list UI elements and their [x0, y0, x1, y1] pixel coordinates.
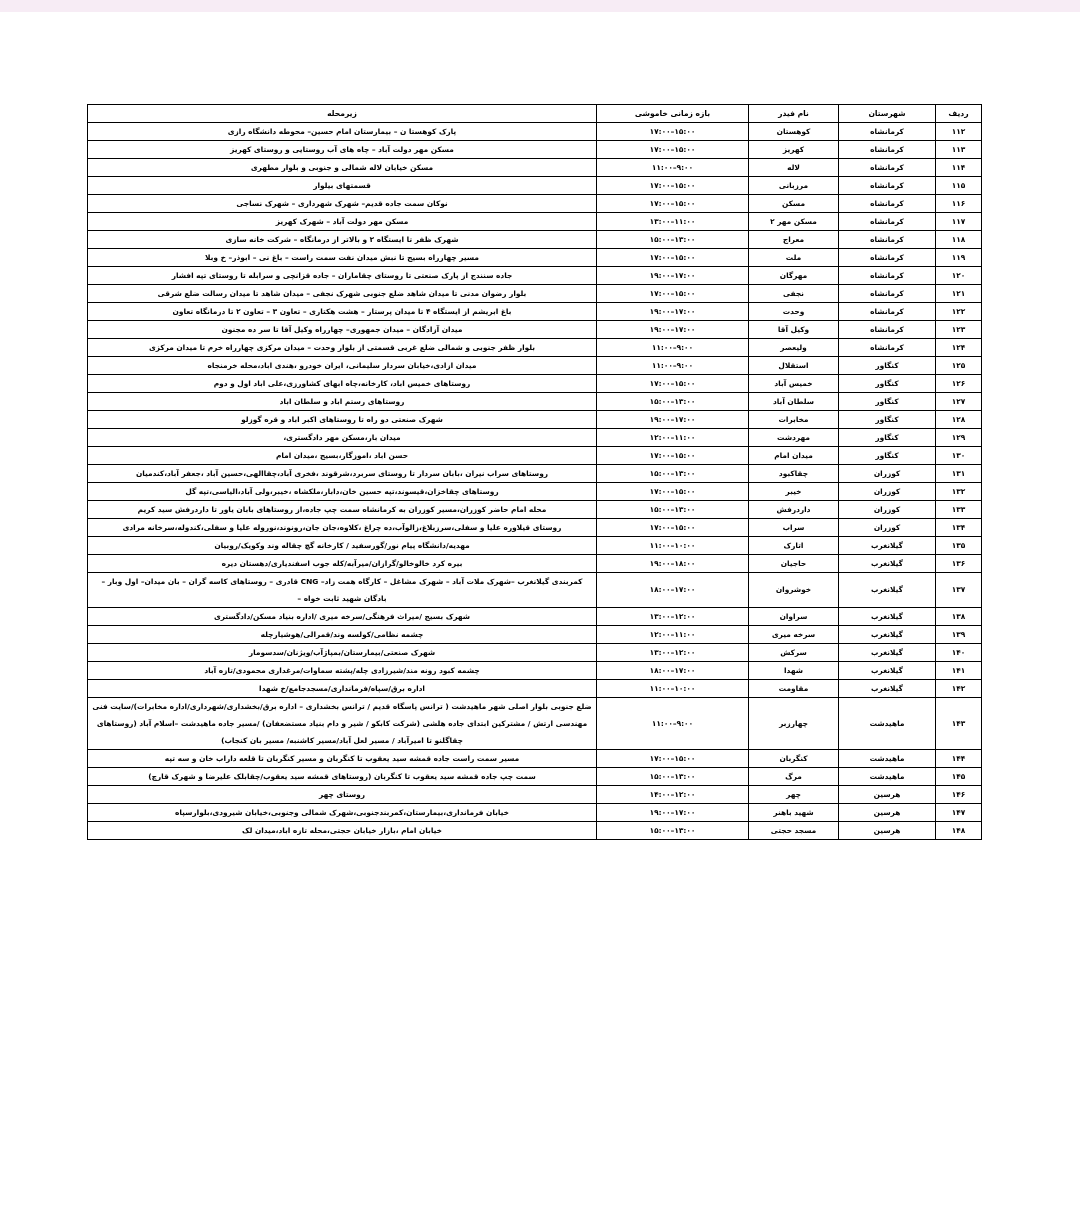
city-cell: گیلانغرب — [839, 662, 936, 680]
time-cell: ۱۵:۰۰–۱۷:۰۰ — [597, 750, 749, 768]
row-number-cell: ۱۱۲ — [936, 123, 982, 141]
time-cell: ۱۵:۰۰–۱۷:۰۰ — [597, 249, 749, 267]
row-number-cell: ۱۳۳ — [936, 501, 982, 519]
feeder-cell: لاله — [749, 159, 839, 177]
table-header-row — [88, 105, 982, 123]
subarea-cell: بلوار رضوان مدنی تا میدان شاهد ضلع جنوبی شهرک نجفی – میدان شاهد تا میدان رسالت ضلع شرقی — [88, 285, 597, 303]
table-row — [88, 429, 982, 447]
time-cell: ۱۲:۰۰–۱۳:۰۰ — [597, 644, 749, 662]
feeder-cell: شهدا — [749, 662, 839, 680]
outage-schedule-sheet — [87, 104, 981, 840]
feeder-cell: چهارزبر — [749, 698, 839, 750]
time-cell: ۹:۰۰–۱۱:۰۰ — [597, 339, 749, 357]
subarea-cell: میدان آزادگان – میدان جمهوری– چهارراه وکیل آقا تا سر ده مجنون — [88, 321, 597, 339]
table-row — [88, 267, 982, 285]
row-number-cell: ۱۱۵ — [936, 177, 982, 195]
city-cell: کنگاور — [839, 411, 936, 429]
feeder-cell: خیبر — [749, 483, 839, 501]
table-row — [88, 501, 982, 519]
time-cell: ۱۵:۰۰–۱۷:۰۰ — [597, 519, 749, 537]
city-cell: کنگاور — [839, 357, 936, 375]
table-row — [88, 768, 982, 786]
table-row — [88, 303, 982, 321]
feeder-cell: مسکن مهر ۲ — [749, 213, 839, 231]
row-number-cell: ۱۳۷ — [936, 573, 982, 608]
subarea-cell: روستاهای خمیس اباد، کارخانه،چاه ابهای کشاورزی،علی اباد اول و دوم — [88, 375, 597, 393]
time-cell: ۱۳:۰۰–۱۵:۰۰ — [597, 393, 749, 411]
time-cell: ۱۳:۰۰–۱۵:۰۰ — [597, 822, 749, 840]
feeder-cell: سرخه میری — [749, 626, 839, 644]
city-cell: کنگاور — [839, 429, 936, 447]
row-number-cell: ۱۴۵ — [936, 768, 982, 786]
feeder-cell: چهر — [749, 786, 839, 804]
time-cell: ۱۷:۰۰–۱۹:۰۰ — [597, 804, 749, 822]
city-cell: کوزران — [839, 483, 936, 501]
table-row — [88, 537, 982, 555]
time-cell: ۱۱:۰۰–۱۲:۰۰ — [597, 429, 749, 447]
feeder-cell: مخابرات — [749, 411, 839, 429]
row-number-cell: ۱۳۸ — [936, 608, 982, 626]
row-number-cell: ۱۲۸ — [936, 411, 982, 429]
time-cell: ۱۰:۰۰–۱۱:۰۰ — [597, 680, 749, 698]
feeder-cell: وحدت — [749, 303, 839, 321]
time-cell: ۱۵:۰۰–۱۷:۰۰ — [597, 177, 749, 195]
feeder-cell: ملت — [749, 249, 839, 267]
time-cell: ۱۵:۰۰–۱۷:۰۰ — [597, 195, 749, 213]
city-cell: کرمانشاه — [839, 249, 936, 267]
table-row — [88, 750, 982, 768]
row-number-cell: ۱۱۴ — [936, 159, 982, 177]
feeder-cell: سراب — [749, 519, 839, 537]
time-cell: ۱۷:۰۰–۱۸:۰۰ — [597, 662, 749, 680]
feeder-cell: چقاکبود — [749, 465, 839, 483]
row-number-cell: ۱۲۷ — [936, 393, 982, 411]
table-row — [88, 141, 982, 159]
feeder-cell: کوهستان — [749, 123, 839, 141]
city-cell: گیلانغرب — [839, 626, 936, 644]
table-row — [88, 822, 982, 840]
city-cell: گیلانغرب — [839, 644, 936, 662]
city-cell: گیلانغرب — [839, 608, 936, 626]
subarea-cell: روستاهای رستم اباد و سلطان اباد — [88, 393, 597, 411]
time-cell: ۹:۰۰–۱۱:۰۰ — [597, 159, 749, 177]
row-number-cell: ۱۲۱ — [936, 285, 982, 303]
city-cell: کوزران — [839, 465, 936, 483]
table-row — [88, 159, 982, 177]
time-cell: ۹:۰۰–۱۱:۰۰ — [597, 357, 749, 375]
table-row — [88, 123, 982, 141]
subarea-cell: جاده سنندج از پارک صنعتی تا روستای چقاماران – جاده قزانچی و سرابله تا روستای تپه افشار — [88, 267, 597, 285]
subarea-cell: چشمه نظامی/کولسه وند/قمرالی/هوشیارچله — [88, 626, 597, 644]
table-row — [88, 393, 982, 411]
subarea-cell: ضلع جنوبی بلوار اصلی شهر ماهیدشت ( ترانس پاسگاه قدیم / ترانس بخشداری – اداره برق/بخشداری/شهرداری/اداره مخابرات)/سایت فنی مهندسی ارتش / مشترکین ابتدای جاده هلشی (شرکت کابکو / شیر و دام بنیاد مستضعفان) /مسیر جاده ماهیدشت –اسلام آباد (روستاهای چقاگلنو تا امیرآباد / مسیر لعل آباد/مسیر کاشنبه/ مسیر بان کنجاب) — [88, 698, 597, 750]
feeder-cell: مقاومت — [749, 680, 839, 698]
row-number-cell: ۱۱۳ — [936, 141, 982, 159]
row-number-cell: ۱۴۶ — [936, 786, 982, 804]
feeder-cell: مسکن — [749, 195, 839, 213]
header-row-number: ردیف — [936, 105, 982, 123]
row-number-cell: ۱۲۹ — [936, 429, 982, 447]
time-cell: ۱۵:۰۰–۱۷:۰۰ — [597, 375, 749, 393]
subarea-cell: شهرک بسیج /میراث فرهنگی/سرخه میری /اداره بنیاد مسکن/دادگستری — [88, 608, 597, 626]
subarea-cell: حسن اباد ،اموزگار،بسیج ،میدان امام — [88, 447, 597, 465]
subarea-cell: میدان ازادی،خیابان سردار سلیمانی، ایران خودرو ،هندی اباد،محله خرمنجاه — [88, 357, 597, 375]
feeder-cell: مرزبانی — [749, 177, 839, 195]
row-number-cell: ۱۲۵ — [936, 357, 982, 375]
feeder-cell: خمیس آباد — [749, 375, 839, 393]
subarea-cell: روستاهای سراب نیران ،بابان سردار تا روستای سربرد،شرقوند ،فخری آباد،چقاالهی،حسین آباد ،جعفر آباد،کندمیان — [88, 465, 597, 483]
row-number-cell: ۱۳۴ — [936, 519, 982, 537]
subarea-cell: شهرک صنعتی/بیمارستان/بمپاژآب/ویژنان/سدسومار — [88, 644, 597, 662]
city-cell: کرمانشاه — [839, 213, 936, 231]
time-cell: ۱۳:۰۰–۱۵:۰۰ — [597, 231, 749, 249]
city-cell: ماهیدشت — [839, 750, 936, 768]
table-row — [88, 231, 982, 249]
subarea-cell: مسیر چهارراه بسیج تا نبش میدان نفت سمت راست – باغ نی – ابوذر– خ وبلا — [88, 249, 597, 267]
subarea-cell: روستای چهر — [88, 786, 597, 804]
row-number-cell: ۱۳۲ — [936, 483, 982, 501]
subarea-cell: اداره برق/سپاه/فرمانداری/مسجدجامع/خ شهدا — [88, 680, 597, 698]
city-cell: کنگاور — [839, 393, 936, 411]
city-cell: ماهیدشت — [839, 768, 936, 786]
time-cell: ۱۷:۰۰–۱۹:۰۰ — [597, 267, 749, 285]
table-row — [88, 411, 982, 429]
table-row — [88, 626, 982, 644]
table-row — [88, 680, 982, 698]
row-number-cell: ۱۲۳ — [936, 321, 982, 339]
row-number-cell: ۱۳۱ — [936, 465, 982, 483]
row-number-cell: ۱۴۴ — [936, 750, 982, 768]
table-row — [88, 321, 982, 339]
feeder-cell: مهرگان — [749, 267, 839, 285]
time-cell: ۱۷:۰۰–۱۸:۰۰ — [597, 573, 749, 608]
table-row — [88, 644, 982, 662]
table-row — [88, 519, 982, 537]
time-cell: ۱۳:۰۰–۱۵:۰۰ — [597, 768, 749, 786]
row-number-cell: ۱۴۲ — [936, 680, 982, 698]
city-cell: کرمانشاه — [839, 285, 936, 303]
subarea-cell: چشمه کبود رونه مند/شیرزادی چله/پشته سماوات/مرغداری محمودی/تازه آباد — [88, 662, 597, 680]
feeder-cell: کنگربان — [749, 750, 839, 768]
table-row — [88, 698, 982, 750]
subarea-cell: بلوار ظفر جنوبی و شمالی ضلع غربی قسمتی از بلوار وحدت – میدان مرکزی چهارراه خرم تا میدان مرکزی — [88, 339, 597, 357]
feeder-cell: اتارک — [749, 537, 839, 555]
time-cell: ۱۷:۰۰–۱۹:۰۰ — [597, 321, 749, 339]
row-number-cell: ۱۲۶ — [936, 375, 982, 393]
row-number-cell: ۱۴۸ — [936, 822, 982, 840]
subarea-cell: قسمتهای بیلوار — [88, 177, 597, 195]
city-cell: کرمانشاه — [839, 267, 936, 285]
city-cell: گیلانغرب — [839, 555, 936, 573]
time-cell: ۱۳:۰۰–۱۵:۰۰ — [597, 501, 749, 519]
row-number-cell: ۱۲۴ — [936, 339, 982, 357]
table-row — [88, 375, 982, 393]
feeder-cell: سرکش — [749, 644, 839, 662]
city-cell: کرمانشاه — [839, 177, 936, 195]
row-number-cell: ۱۴۱ — [936, 662, 982, 680]
table-row — [88, 573, 982, 608]
subarea-cell: مسکن مهر دولت آباد – چاه های آب روستایی و روستای کهریز — [88, 141, 597, 159]
feeder-cell: حاجیان — [749, 555, 839, 573]
outage-table — [87, 104, 982, 840]
table-row — [88, 195, 982, 213]
subarea-cell: باغ ابریشم از ایستگاه ۴ تا میدان پرستار – هشت هکتاری – تعاون ۳ – تعاون ۲ تا درمانگاه تعاون — [88, 303, 597, 321]
header-city: شهرستان — [839, 105, 936, 123]
time-cell: ۱۵:۰۰–۱۷:۰۰ — [597, 141, 749, 159]
table-row — [88, 339, 982, 357]
table-row — [88, 483, 982, 501]
time-cell: ۱۲:۰۰–۱۳:۰۰ — [597, 608, 749, 626]
time-cell: ۱۸:۰۰–۱۹:۰۰ — [597, 555, 749, 573]
city-cell: کرمانشاه — [839, 303, 936, 321]
header-subarea: زیرمحله — [88, 105, 597, 123]
feeder-cell: خوشروان — [749, 573, 839, 608]
subarea-cell: خیابان امام ،بازار خیابان حجتی،محله تازه اباد،میدان لک — [88, 822, 597, 840]
table-row — [88, 608, 982, 626]
row-number-cell: ۱۳۰ — [936, 447, 982, 465]
subarea-cell: روستاهای چقاخزان،قیسوند،تپه حسین خان،دابار،ملکشاه ،خیبر،ولی آباد،الیاسی،تپه گل — [88, 483, 597, 501]
feeder-cell: وکیل آقا — [749, 321, 839, 339]
subarea-cell: محله امام حاضر کوزران،مسیر کوزران به کرمانشاه سمت چپ جاده،از روستاهای بابان یاور تا داردرفش سید کریم — [88, 501, 597, 519]
city-cell: گیلانغرب — [839, 537, 936, 555]
time-cell: ۱۰:۰۰–۱۱:۰۰ — [597, 537, 749, 555]
subarea-cell: مسکن خیابان لاله شمالی و جنوبی و بلوار مطهری — [88, 159, 597, 177]
header-feeder: نام فیدر — [749, 105, 839, 123]
feeder-cell: معراج — [749, 231, 839, 249]
feeder-cell: مهردشت — [749, 429, 839, 447]
table-row — [88, 249, 982, 267]
time-cell: ۱۳:۰۰–۱۵:۰۰ — [597, 465, 749, 483]
subarea-cell: روستای قیلاوره علیا و سفلی،سرزبلاغ،زالوآب،ده چراغ ،کلاوه،جان جان،رونوند،نوروله علیا و سفلی،کندوله،سرخانه مرادی — [88, 519, 597, 537]
subarea-cell: مسکن مهر دولت آباد – شهرک کهریز — [88, 213, 597, 231]
row-number-cell: ۱۴۰ — [936, 644, 982, 662]
city-cell: کرمانشاه — [839, 159, 936, 177]
subarea-cell: نوکان سمت جاده قدیم– شهرک شهرداری – شهرک نساجی — [88, 195, 597, 213]
table-body — [88, 123, 982, 840]
subarea-cell: کمربندی گیلانغرب –شهرک ملات آباد – شهرک مشاغل – کارگاه همت زاد– CNG قادری – روستاهای کاسه گران – بان میدان– اول وبار – بادگان شهید ثابت خواه – — [88, 573, 597, 608]
feeder-cell: نجفی — [749, 285, 839, 303]
row-number-cell: ۱۳۵ — [936, 537, 982, 555]
feeder-cell: مرگ — [749, 768, 839, 786]
row-number-cell: ۱۳۶ — [936, 555, 982, 573]
subarea-cell: مهدیه/دانشگاه پیام نور/گورسفید / کارخانه گچ چقاله وند وکویک/روبیان — [88, 537, 597, 555]
subarea-cell: شهرک ظفر تا ایستگاه ۲ و بالاتر از درمانگاه – شرکت خانه سازی — [88, 231, 597, 249]
row-number-cell: ۱۳۹ — [936, 626, 982, 644]
feeder-cell: شهید باهنر — [749, 804, 839, 822]
time-cell: ۱۲:۰۰–۱۴:۰۰ — [597, 786, 749, 804]
table-row — [88, 786, 982, 804]
feeder-cell: مسجد حجتی — [749, 822, 839, 840]
city-cell: گیلانغرب — [839, 680, 936, 698]
city-cell: کرمانشاه — [839, 231, 936, 249]
row-number-cell: ۱۱۷ — [936, 213, 982, 231]
row-number-cell: ۱۱۸ — [936, 231, 982, 249]
subarea-cell: شهرک صنعتی دو راه تا روستاهای اکبر اباد و قره گوزلو — [88, 411, 597, 429]
time-cell: ۹:۰۰–۱۱:۰۰ — [597, 698, 749, 750]
subarea-cell: خیابان فرمانداری،بیمارستان،کمربندجنوبی،شهرک شمالی وجنوبی،خیابان شیرودی،بلوارسپاه — [88, 804, 597, 822]
feeder-cell: کهریز — [749, 141, 839, 159]
city-cell: کرمانشاه — [839, 141, 936, 159]
city-cell: کوزران — [839, 519, 936, 537]
table-row — [88, 357, 982, 375]
city-cell: کرمانشاه — [839, 195, 936, 213]
feeder-cell: ولیعصر — [749, 339, 839, 357]
feeder-cell: استقلال — [749, 357, 839, 375]
city-cell: کوزران — [839, 501, 936, 519]
time-cell: ۱۵:۰۰–۱۷:۰۰ — [597, 447, 749, 465]
table-row — [88, 447, 982, 465]
top-strip — [0, 0, 1080, 12]
table-row — [88, 285, 982, 303]
subarea-cell: میدان بار،مسکن مهر دادگستری، — [88, 429, 597, 447]
row-number-cell: ۱۱۶ — [936, 195, 982, 213]
time-cell: ۱۷:۰۰–۱۹:۰۰ — [597, 411, 749, 429]
time-cell: ۱۷:۰۰–۱۹:۰۰ — [597, 303, 749, 321]
city-cell: کرمانشاه — [839, 339, 936, 357]
table-row — [88, 465, 982, 483]
row-number-cell: ۱۲۲ — [936, 303, 982, 321]
time-cell: ۱۵:۰۰–۱۷:۰۰ — [597, 483, 749, 501]
city-cell: کنگاور — [839, 447, 936, 465]
subarea-cell: مسیر سمت راست جاده قمشه سید یعقوب تا کنگربان و مسیر کنگربان تا قلعه داراب خان و سه تپه — [88, 750, 597, 768]
feeder-cell: میدان امام — [749, 447, 839, 465]
table-row — [88, 804, 982, 822]
table-row — [88, 213, 982, 231]
row-number-cell: ۱۱۹ — [936, 249, 982, 267]
city-cell: ماهیدشت — [839, 698, 936, 750]
city-cell: هرسین — [839, 822, 936, 840]
table-row — [88, 662, 982, 680]
feeder-cell: سلطان آباد — [749, 393, 839, 411]
row-number-cell: ۱۴۷ — [936, 804, 982, 822]
time-cell: ۱۵:۰۰–۱۷:۰۰ — [597, 285, 749, 303]
time-cell: ۱۱:۰۰–۱۲:۰۰ — [597, 626, 749, 644]
city-cell: کرمانشاه — [839, 123, 936, 141]
table-row — [88, 555, 982, 573]
subarea-cell: بیره کرد خالوخالو/گرازان/میرآبه/کله جوب اسفندیاری/دهستان دیره — [88, 555, 597, 573]
time-cell: ۱۵:۰۰–۱۷:۰۰ — [597, 123, 749, 141]
city-cell: گیلانغرب — [839, 573, 936, 608]
subarea-cell: سمت چپ جاده قمشه سید یعقوب تا کنگربان (روستاهای قمشه سید یعقوب/چقابلک علیرضا و شهرک قارچ) — [88, 768, 597, 786]
city-cell: هرسین — [839, 786, 936, 804]
header-time: بازه زمانی خاموشی — [597, 105, 749, 123]
city-cell: هرسین — [839, 804, 936, 822]
row-number-cell: ۱۴۳ — [936, 698, 982, 750]
feeder-cell: داردرفش — [749, 501, 839, 519]
city-cell: کرمانشاه — [839, 321, 936, 339]
city-cell: کنگاور — [839, 375, 936, 393]
time-cell: ۱۱:۰۰–۱۳:۰۰ — [597, 213, 749, 231]
table-row — [88, 177, 982, 195]
feeder-cell: سراوان — [749, 608, 839, 626]
row-number-cell: ۱۲۰ — [936, 267, 982, 285]
subarea-cell: پارک کوهستا ن – بیمارستان امام حسین– محوطه دانشگاه رازی — [88, 123, 597, 141]
